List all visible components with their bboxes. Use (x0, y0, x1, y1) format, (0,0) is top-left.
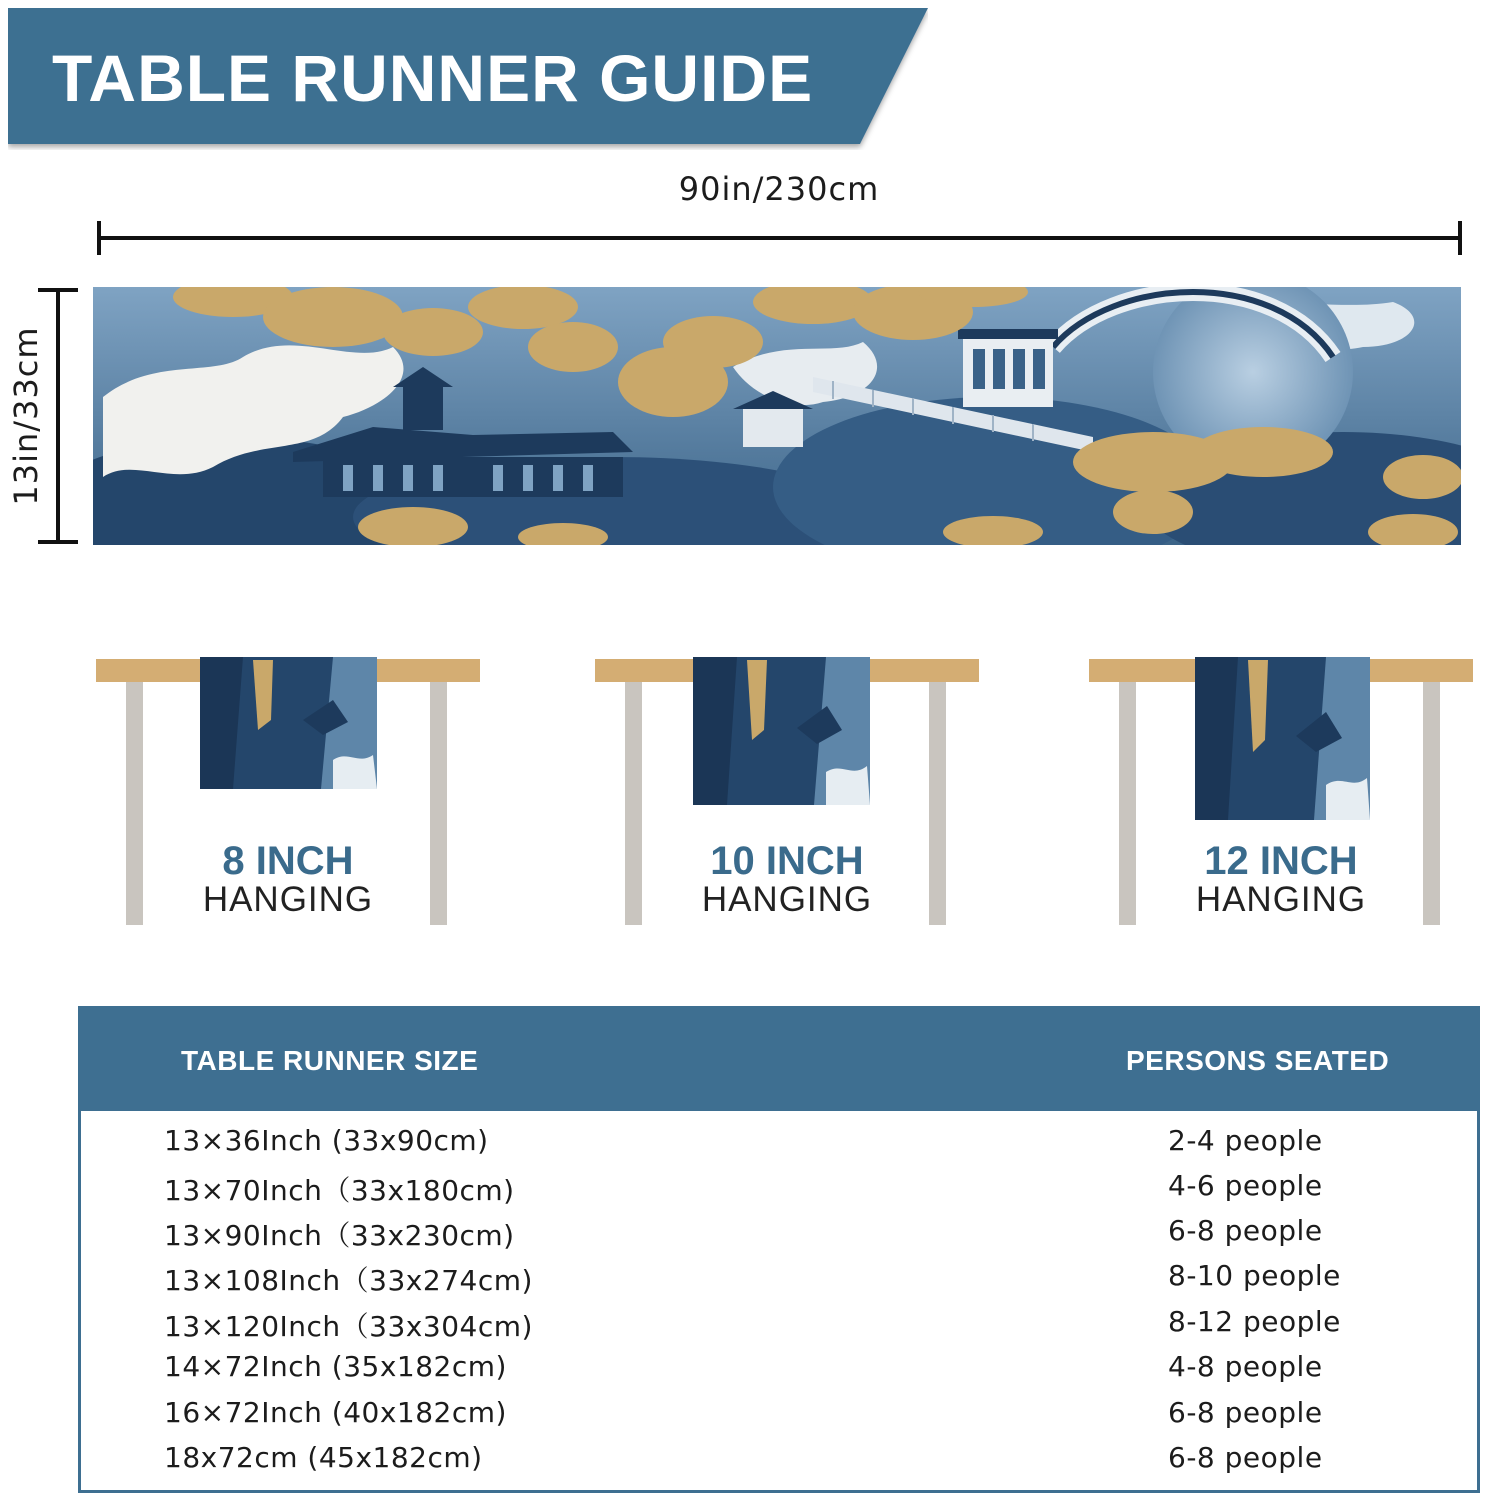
table-header (81, 1009, 1477, 1111)
runner-size-cell: 13×70Inch（33x180cm) (164, 1174, 515, 1207)
persons-seated-cell: 6-8 people (1168, 1214, 1323, 1247)
width-dimension-label: 90in/230cm (678, 170, 880, 208)
runner-size-cell: 13×36Inch (33x90cm) (164, 1124, 489, 1157)
hanging-diagram-8 (93, 650, 483, 940)
table-row (81, 1255, 1477, 1299)
runner-size-cell: 13×108Inch（33x274cm) (164, 1264, 533, 1297)
runner-size-cell: 16×72Inch (40x182cm) (164, 1396, 507, 1429)
column-header-persons: PERSONS SEATED (1126, 1045, 1390, 1076)
hanging-diagram-12 (1086, 650, 1476, 940)
hanging-word-label: HANGING (701, 880, 873, 919)
table-row (81, 1210, 1477, 1254)
hanging-size-label: 10 INCH (710, 839, 864, 883)
runner-size-cell: 14×72Inch (35x182cm) (164, 1350, 507, 1383)
runner-size-cell: 18x72cm (45x182cm) (164, 1441, 483, 1474)
persons-seated-cell: 6-8 people (1168, 1396, 1323, 1429)
table-row (81, 1437, 1477, 1481)
persons-seated-cell: 6-8 people (1168, 1441, 1323, 1474)
table-row (81, 1392, 1477, 1436)
hanging-word-label: HANGING (202, 880, 374, 919)
page-title: TABLE RUNNER GUIDE (52, 41, 814, 115)
persons-seated-cell: 4-6 people (1168, 1169, 1323, 1202)
persons-seated-cell: 4-8 people (1168, 1350, 1323, 1383)
table-row (81, 1346, 1477, 1390)
table-row (81, 1120, 1477, 1164)
width-dimension-line (96, 217, 1464, 259)
height-dimension-label: 13in/33cm (7, 326, 45, 506)
hanging-word-label: HANGING (1195, 880, 1367, 919)
persons-seated-cell: 2-4 people (1168, 1124, 1323, 1157)
size-table (78, 1006, 1480, 1493)
hanging-size-label: 12 INCH (1204, 839, 1358, 883)
runner-size-cell: 13×120Inch（33x304cm) (164, 1310, 533, 1343)
persons-seated-cell: 8-10 people (1168, 1259, 1341, 1292)
persons-seated-cell: 8-12 people (1168, 1305, 1341, 1338)
hanging-size-label: 8 INCH (222, 839, 354, 883)
table-row (81, 1165, 1477, 1209)
column-header-size: TABLE RUNNER SIZE (181, 1045, 479, 1076)
hanging-diagram-10 (592, 650, 982, 940)
runner-size-cell: 13×90Inch（33x230cm) (164, 1219, 515, 1252)
table-runner-artwork (93, 287, 1461, 545)
table-row (81, 1301, 1477, 1345)
